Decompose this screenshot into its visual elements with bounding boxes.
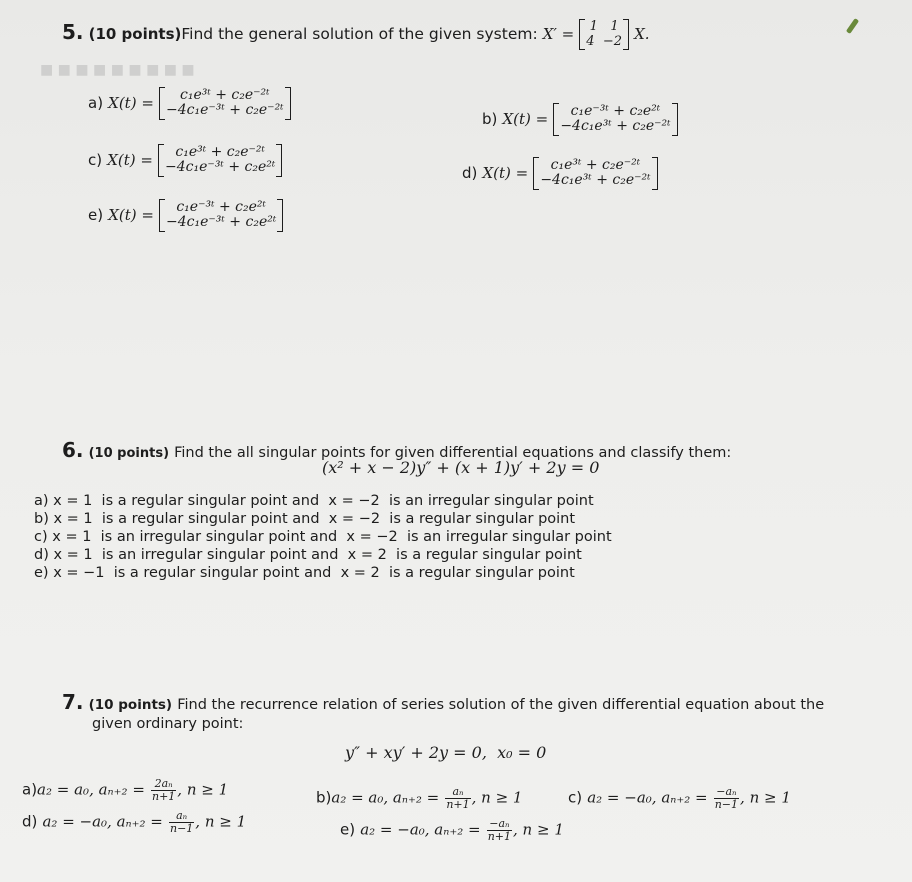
fraction: $\frac{\text{−aₙ}}{n-1}$ xyxy=(714,785,739,811)
question-5-option-d[interactable]: d) X(t) = c₁e³ᵗ + c₂e⁻²ᵗ −4c₁e³ᵗ + c₂e⁻²ᵗ xyxy=(462,158,658,189)
question-7-header xyxy=(62,690,824,714)
question-7-points: (10 points) xyxy=(88,697,173,713)
question-5-option-e[interactable]: e) X(t) = c₁e⁻³ᵗ + c₂e²ᵗ −4c₁e⁻³ᵗ + c₂e²ᵗ xyxy=(88,200,283,231)
solution-vector: c₁e³ᵗ + c₂e⁻²ᵗ −4c₁e³ᵗ + c₂e⁻²ᵗ xyxy=(533,158,657,189)
solution-vector: c₁e⁻³ᵗ + c₂e²ᵗ −4c₁e⁻³ᵗ + c₂e²ᵗ xyxy=(159,200,283,231)
question-5-points: (10 points) xyxy=(88,25,182,43)
question-7-option-b[interactable]: b)a₂ = a₀, aₙ₊₂ = $\frac{\text{aₙ}}{n+1}$ , n ≥ 1 xyxy=(316,785,523,811)
question-7-option-a[interactable]: a)a₂ = a₀, aₙ₊₂ = $\frac{\text{2aₙ}}{n+1}$ , n ≥ 1 xyxy=(22,777,229,803)
question-7-number: 7. xyxy=(62,690,84,714)
fraction: $\frac{\text{aₙ}}{n-1}$ xyxy=(169,809,194,835)
solution-vector: c₁e³ᵗ + c₂e⁻²ᵗ −4c₁e⁻³ᵗ + c₂e²ᵗ xyxy=(158,145,282,176)
pen-mark xyxy=(846,18,859,34)
question-6-option-e[interactable]: e) x = −1 is a regular singular point and x = 2 is a regular singular point xyxy=(34,565,575,581)
question-5-number: 5. xyxy=(62,20,84,44)
question-5-text: Find the general solution of the given system: xyxy=(181,25,538,43)
question-6-text: Find the all singular points for given differential equations and classify them: xyxy=(174,445,732,461)
question-5-coefficient-matrix: 1 1 4 −2 xyxy=(579,20,629,49)
solution-vector: c₁e³ᵗ + c₂e⁻²ᵗ −4c₁e⁻³ᵗ + c₂e⁻²ᵗ xyxy=(159,88,291,119)
question-6-option-a[interactable]: a) x = 1 is a regular singular point and x = −2 is an irregular singular point xyxy=(34,493,594,509)
question-7-option-c[interactable]: c) a₂ = −a₀, aₙ₊₂ = $\frac{\text{−aₙ}}{n-1}$ , n ≥ 1 xyxy=(568,785,791,811)
question-6-option-d[interactable]: d) x = 1 is an irregular singular point and x = 2 is a regular singular point xyxy=(34,547,582,563)
question-5-option-a[interactable]: a) X(t) = c₁e³ᵗ + c₂e⁻²ᵗ −4c₁e⁻³ᵗ + c₂e⁻²ᵗ xyxy=(88,88,291,119)
question-7-option-e[interactable]: e) a₂ = −a₀, aₙ₊₂ = $\frac{\text{−aₙ}}{n+1}$ , n ≥ 1 xyxy=(340,817,564,843)
question-5-header xyxy=(62,20,650,49)
question-6-option-b[interactable]: b) x = 1 is a regular singular point and x = −2 is a regular singular point xyxy=(34,511,576,527)
question-5-system-lhs: X′ = xyxy=(542,25,575,43)
question-7-option-d[interactable]: d) a₂ = −a₀, aₙ₊₂ = $\frac{\text{aₙ}}{n-1}$ , n ≥ 1 xyxy=(22,809,247,835)
fraction: $\frac{\text{−aₙ}}{n+1}$ xyxy=(487,817,512,843)
question-5-option-b[interactable]: b) X(t) = c₁e⁻³ᵗ + c₂e²ᵗ −4c₁e³ᵗ + c₂e⁻²ᵗ xyxy=(482,104,678,135)
question-7-equation: y″ + xy′ + 2y = 0, x₀ = 0 xyxy=(345,743,547,762)
question-6-equation: (x² + x − 2)y″ + (x + 1)y′ + 2y = 0 xyxy=(322,458,600,477)
question-6-option-c[interactable]: c) x = 1 is an irregular singular point and x = −2 is an irregular singular point xyxy=(34,529,612,545)
bleed-through-text: ■ ■ ■ ■ ■ ■ ■ ■ ■ xyxy=(40,62,195,78)
solution-vector: c₁e⁻³ᵗ + c₂e²ᵗ −4c₁e³ᵗ + c₂e⁻²ᵗ xyxy=(553,104,677,135)
question-5-system-rhs: X. xyxy=(634,25,650,43)
fraction: $\frac{\text{2aₙ}}{n+1}$ xyxy=(151,777,176,803)
question-7-text-line1: Find the recurrence relation of series solution of the given differential equation about the xyxy=(177,697,825,713)
fraction: $\frac{\text{aₙ}}{n+1}$ xyxy=(446,785,470,811)
question-5-option-c[interactable]: c) X(t) = c₁e³ᵗ + c₂e⁻²ᵗ −4c₁e⁻³ᵗ + c₂e²ᵗ xyxy=(88,145,282,176)
question-6-number: 6. xyxy=(62,438,84,462)
question-7-text-line2: given ordinary point: xyxy=(92,716,244,732)
question-6-points: (10 points) xyxy=(88,446,170,461)
